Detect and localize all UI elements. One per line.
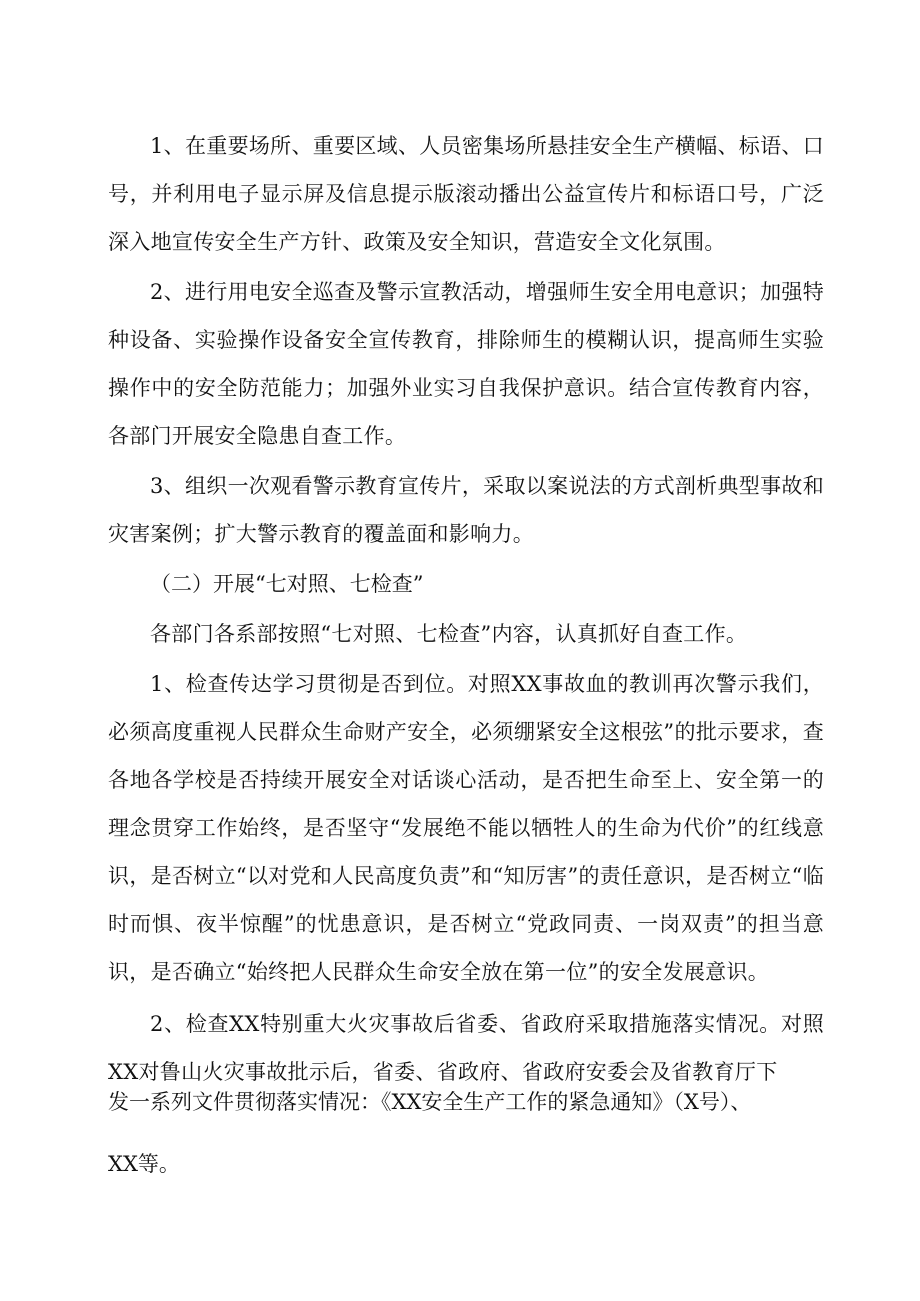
section-heading: （二）开展“七对照、七检查” [150, 572, 424, 596]
paragraph-2: 2、进行用电安全巡查及警示宣教活动，增强师生安全用电意识；加强特种设备、实验操作设备安全宣传教育，排除师生的模糊认识，提高师生实验操作中的安全防范能力；加强外业实习自我保护意识。结合宣传教育内容，各部门开展安全隐患自查工作。 [108, 280, 824, 448]
paragraph-1: 1、在重要场所、重要区域、人员密集场所悬挂安全生产横幅、标语、口号，并利用电子显示屏及信息提示版滚动播出公益宣传片和标语口号，广泛深入地宣传安全生产方针、政策及安全知识，营造安全文化氛围。 [108, 134, 824, 254]
paragraph-4: 各部门各系部按照“七对照、七检查”内容，认真抓好自查工作。 [150, 622, 748, 646]
paragraph-6-continuation: 发一系列文件贯彻落实情况：《XX安全生产工作的紧急通知》（X号）、 [108, 1090, 752, 1114]
paragraph-3: 3、组织一次观看警示教育宣传片，采取以案说法的方式剖析典型事故和灾害案例；扩大警示教育的覆盖面和影响力。 [108, 474, 824, 546]
document-body [108, 122, 824, 1188]
paragraph-6: 2、检查XX特别重大火灾事故后省委、省政府采取措施落实情况。对照XX对鲁山火灾事故批示后，省委、省政府、省政府安委会及省教育厅下 [108, 1012, 824, 1084]
paragraph-6-end: XX等。 [108, 1152, 180, 1176]
paragraph-5: 1、检查传达学习贯彻是否到位。对照XX事故血的教训再次警示我们，必须高度重视人民群众生命财产安全，必须绷紧安全这根弦”的批示要求，查各地各学校是否持续开展安全对话谈心活动，是否把生命至上、安全第一的理念贯穿工作始终，是否坚守“发展绝不能以牺牲人的生命为代价”的红线意识，是否树立“以对党和人民高度负责”和“知厉害”的责任意识，是否树立“临时而惧、夜半惊醒”的忧患意识，是否树立“党政同责、一岗双责”的担当意识，是否确立“始终把人民群众生命安全放在第一位”的安全发展意识。 [108, 672, 824, 984]
